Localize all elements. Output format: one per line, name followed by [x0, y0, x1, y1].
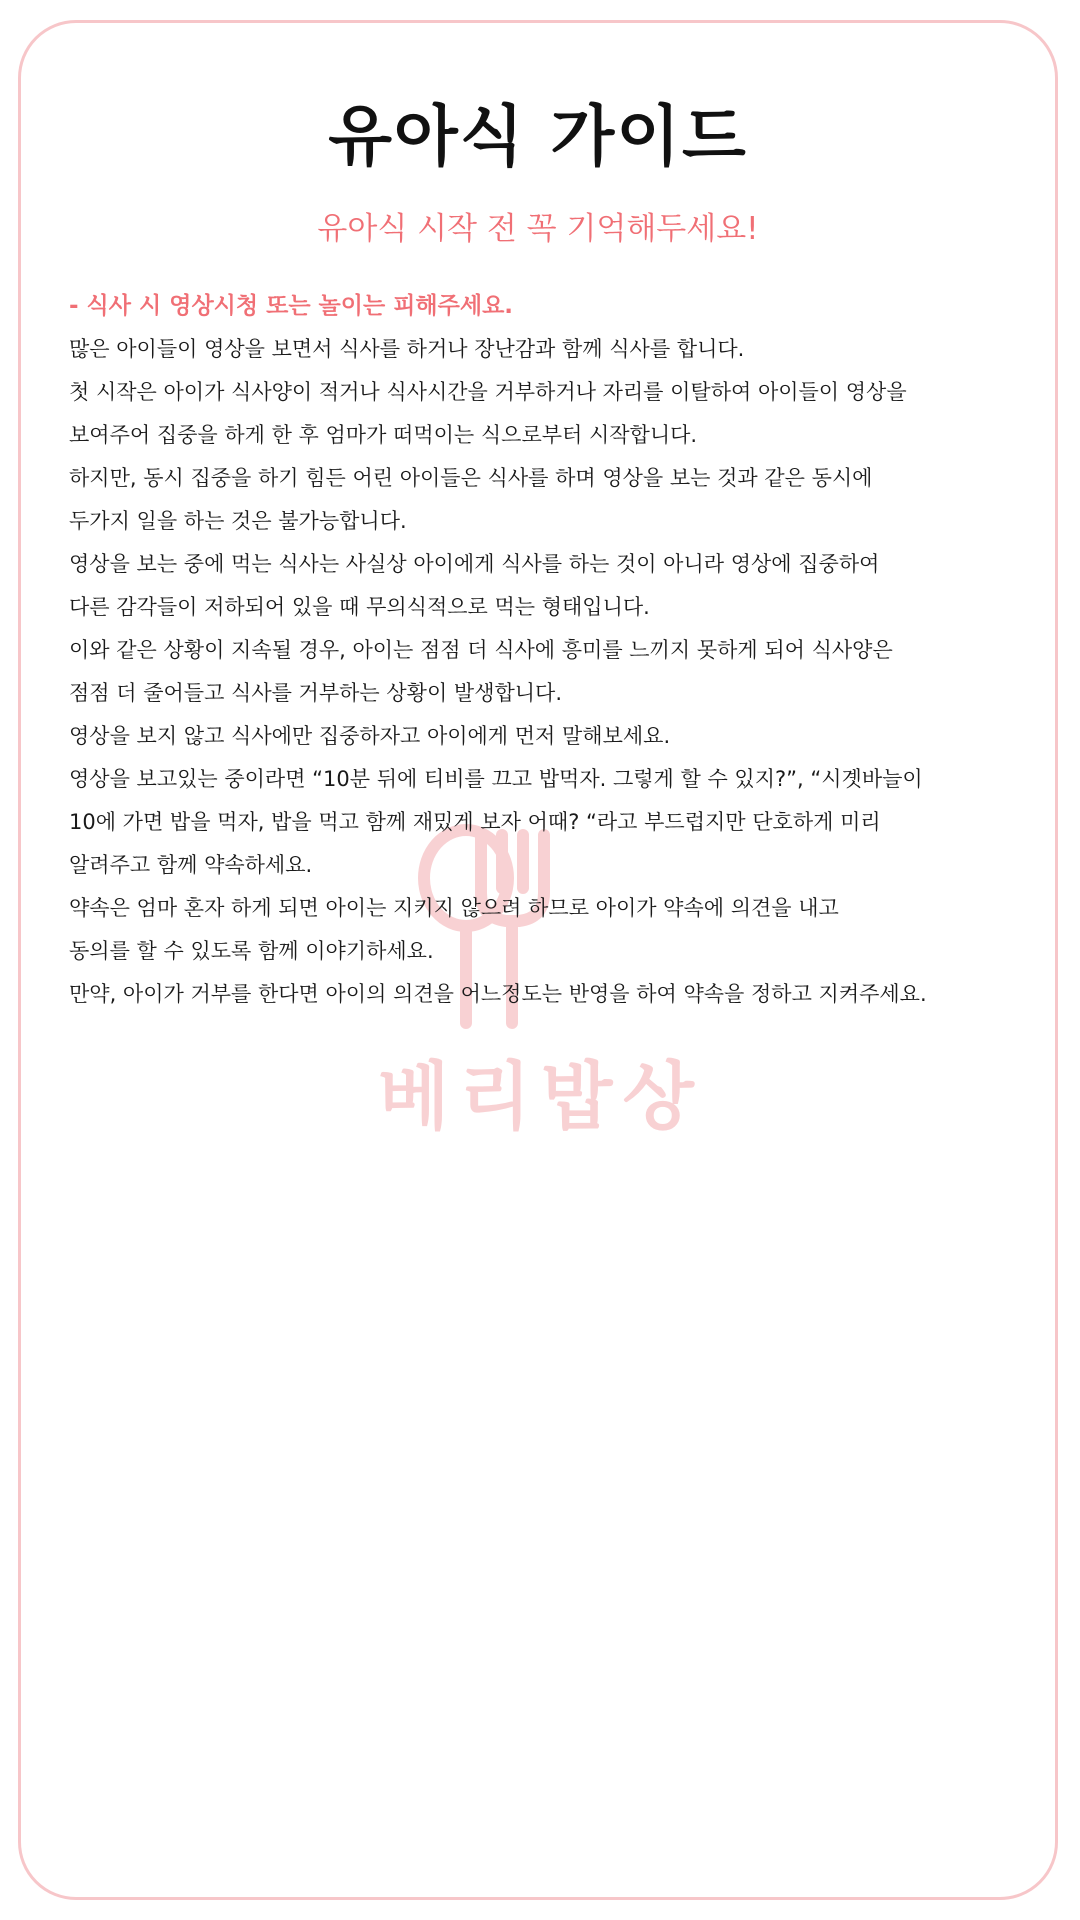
guide-heading: - 식사 시 영상시청 또는 놀이는 피해주세요.	[69, 293, 514, 319]
guide-line: 다른 감각들이 저하되어 있을 때 무의식적으로 먹는 형태입니다.	[69, 595, 650, 619]
guide-line: 알려주고 함께 약속하세요.	[69, 853, 313, 877]
page-subtitle: 유아식 시작 전 꼭 기억해두세요!	[317, 211, 759, 247]
guide-line: 영상을 보지 않고 식사에만 집중하자고 아이에게 먼저 말해보세요.	[69, 724, 671, 748]
guide-line: 하지만, 동시 집중을 하기 힘든 어린 아이들은 식사를 하며 영상을 보는 것과 같은 동시에	[69, 466, 873, 490]
guide-line: 영상을 보고있는 중이라면 “10분 뒤에 티비를 끄고 밥먹자. 그렇게 할 수 있지?”, “시곗바늘이	[69, 767, 923, 791]
guide-line: 동의를 할 수 있도록 함께 이야기하세요.	[69, 939, 434, 963]
guide-line: 만약, 아이가 거부를 한다면 아이의 의견을 어느정도는 반영을 하여 약속을 정하고 지켜주세요.	[69, 982, 927, 1006]
guide-card	[18, 20, 1058, 1900]
guide-line: 영상을 보는 중에 먹는 식사는 사실상 아이에게 식사를 하는 것이 아니라 영상에 집중하여	[69, 552, 880, 576]
guide-line: 두가지 일을 하는 것은 불가능합니다.	[69, 509, 407, 533]
page-title: 유아식 가이드	[328, 98, 748, 175]
guide-line: 보여주어 집중을 하게 한 후 엄마가 떠먹이는 식으로부터 시작합니다.	[69, 423, 698, 447]
guide-line: 이와 같은 상황이 지속될 경우, 아이는 점점 더 식사에 흥미를 느끼지 못하게 되어 식사양은	[69, 638, 893, 662]
guide-line: 첫 시작은 아이가 식사양이 적거나 식사시간을 거부하거나 자리를 이탈하여 아이들이 영상을	[69, 380, 907, 404]
guide-content	[69, 285, 1049, 1016]
guide-line: 10에 가면 밥을 먹자, 밥을 먹고 함께 재밌게 보자 어때? “라고 부드럽지만 단호하게 미리	[69, 810, 881, 834]
brand-name: 베리밥상	[378, 1054, 704, 1140]
guide-line: 약속은 엄마 혼자 하게 되면 아이는 지키지 않으려 하므로 아이가 약속에 의견을 내고	[69, 896, 839, 920]
guide-line: 점점 더 줄어들고 식사를 거부하는 상황이 발생합니다.	[69, 681, 563, 705]
guide-line: 많은 아이들이 영상을 보면서 식사를 하거나 장난감과 함께 식사를 합니다.	[69, 337, 745, 361]
